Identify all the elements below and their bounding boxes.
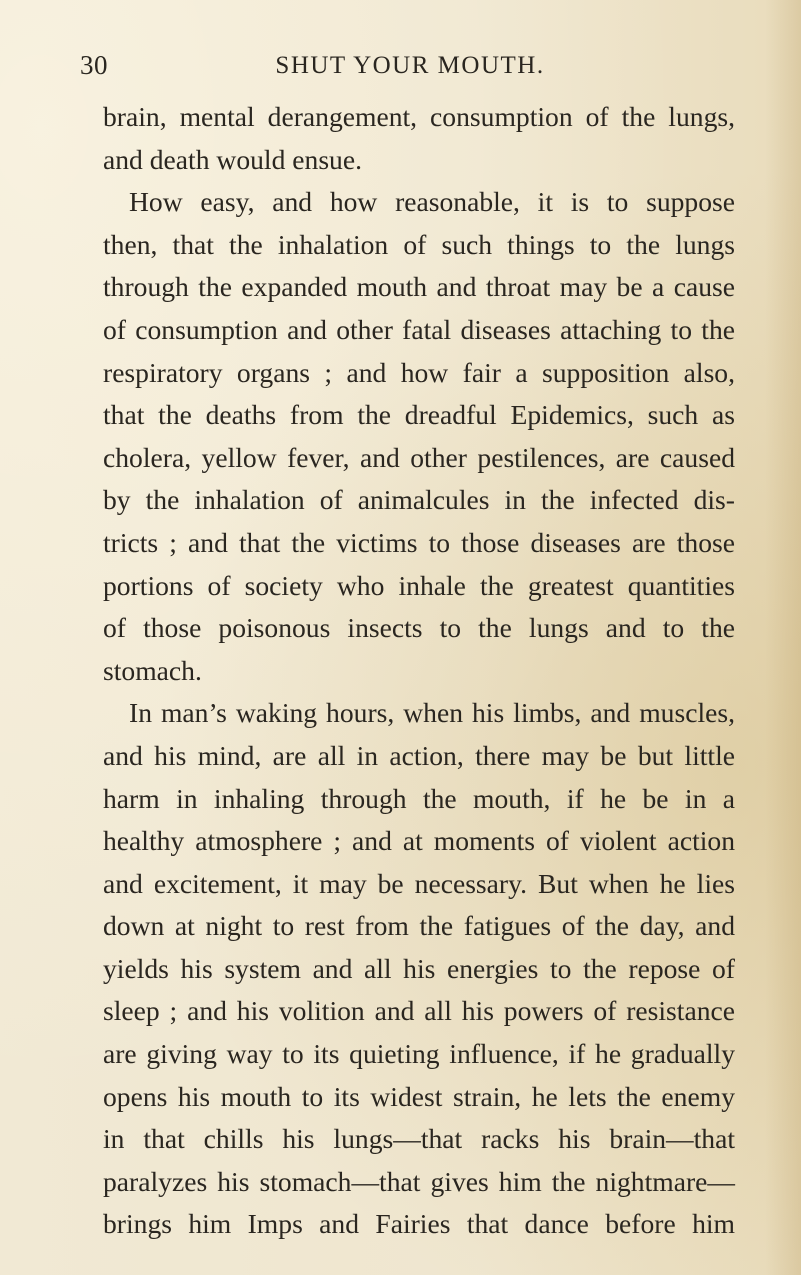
text-line: In man’s waking hours, when his limbs, and muscles, bbox=[129, 697, 735, 729]
text-line: that the deaths from the dreadful Epidemics, such as bbox=[103, 399, 735, 431]
text-line: of those poisonous insects to the lungs and to the bbox=[103, 612, 735, 644]
text-line: portions of society who inhale the greatest quantities bbox=[103, 569, 735, 601]
text-line: then, that the inhalation of such things to the lungs bbox=[103, 228, 735, 260]
text-line: brings him Imps and Fairies that dance before him bbox=[103, 1208, 735, 1240]
text-line: opens his mouth to its widest strain, he lets the enemy bbox=[103, 1080, 735, 1112]
text-line: in that chills his lungs—that racks his brain—that bbox=[103, 1123, 735, 1155]
text-line: brain, mental derangement, consumption of the lungs, bbox=[103, 101, 735, 132]
page-header bbox=[80, 50, 740, 90]
text-line: and death would ensue. bbox=[103, 143, 363, 175]
page-number: 30 bbox=[80, 50, 108, 80]
running-title: SHUT YOUR MOUTH. bbox=[275, 52, 545, 79]
text-line: respiratory organs ; and how fair a supposition also, bbox=[103, 356, 735, 388]
text-line: are giving way to its quieting influence, if he gradually bbox=[103, 1038, 735, 1070]
text-line: How easy, and how reasonable, it is to suppose bbox=[129, 186, 735, 218]
text-line: paralyzes his stomach—that gives him the nightmare— bbox=[103, 1165, 735, 1197]
text-line: and excitement, it may be necessary. But when he lies bbox=[103, 867, 735, 899]
text-line: and his mind, are all in action, there may be but little bbox=[103, 739, 735, 771]
text-line: harm in inhaling through the mouth, if he be in a bbox=[103, 782, 735, 814]
text-line: by the inhalation of animalcules in the infected dis- bbox=[103, 484, 735, 516]
text-line: sleep ; and his volition and all his powers of resistance bbox=[103, 995, 735, 1027]
text-line: healthy atmosphere ; and at moments of violent action bbox=[103, 825, 735, 857]
text-line: cholera, yellow fever, and other pestilences, are caused bbox=[103, 441, 735, 473]
body-text bbox=[103, 96, 735, 1246]
page-edge-shading bbox=[765, 0, 801, 1275]
text-line: of consumption and other fatal diseases attaching to the bbox=[103, 313, 735, 345]
text-line: yields his system and all his energies to the repose of bbox=[103, 952, 735, 984]
text-line: through the expanded mouth and throat may be a cause bbox=[103, 271, 735, 303]
text-line: stomach. bbox=[103, 654, 202, 686]
text-line: tricts ; and that the victims to those diseases are those bbox=[103, 526, 735, 558]
text-line: down at night to rest from the fatigues of the day, and bbox=[103, 910, 735, 942]
